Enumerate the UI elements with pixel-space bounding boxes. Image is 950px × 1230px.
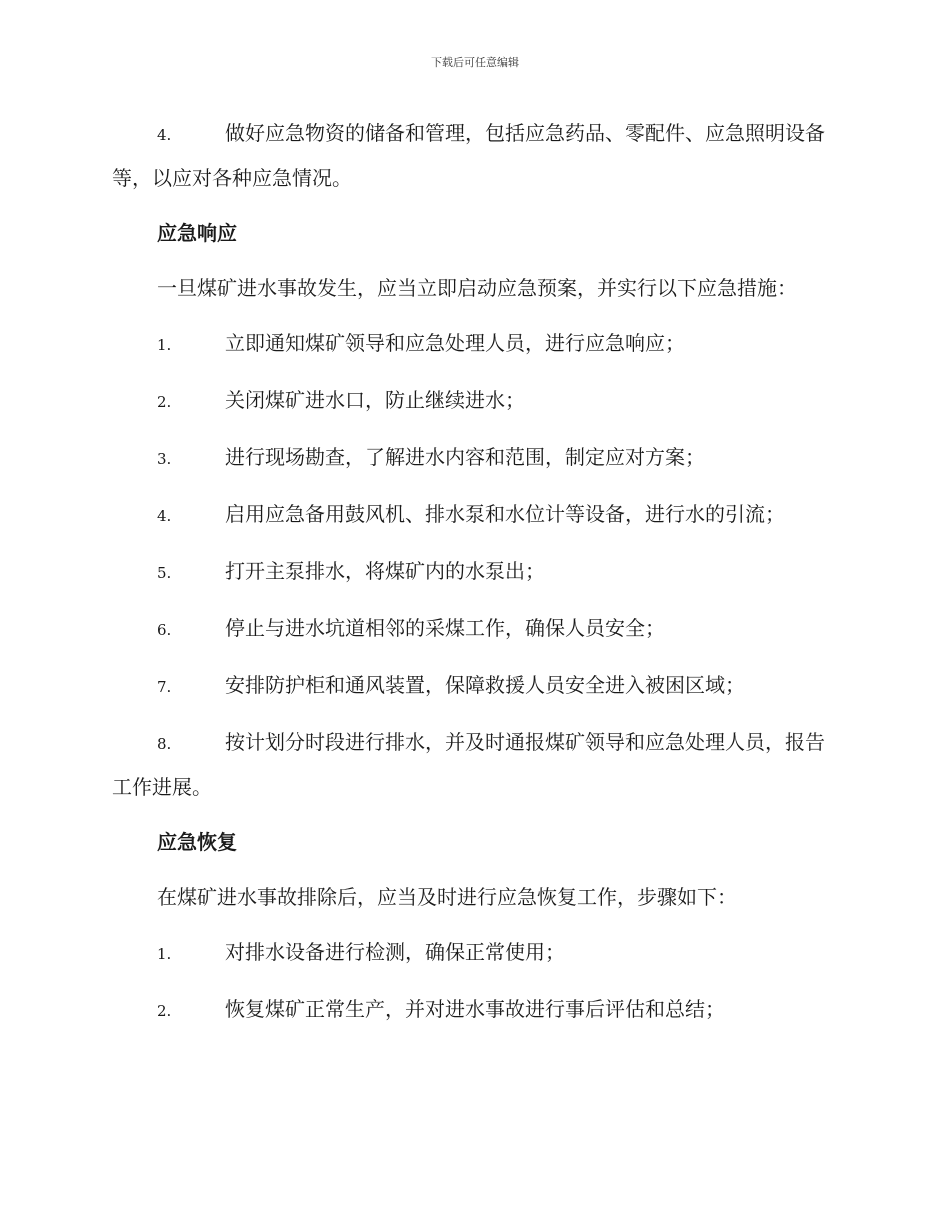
document-body xyxy=(112,112,834,1045)
section-heading: 应急恢复 xyxy=(157,830,237,854)
list-item xyxy=(112,607,834,652)
list-item xyxy=(112,436,834,481)
paragraph: 在煤矿进水事故排除后，应当及时进行应急恢复工作，步骤如下： xyxy=(157,885,737,909)
paragraph: 一旦煤矿进水事故发生，应当立即启动应急预案，并实行以下应急措施： xyxy=(157,276,797,300)
list-text: 做好应急物资的储备和管理，包括应急药品、零配件、应急照明设备等，以应对各种应急情况。 xyxy=(112,121,825,190)
list-text: 关闭煤矿进水口，防止继续进水； xyxy=(225,388,525,412)
list-number: 7. xyxy=(157,678,172,696)
list-text: 停止与进水坑道相邻的采煤工作，确保人员安全； xyxy=(225,616,665,640)
list-text: 进行现场勘查，了解进水内容和范围，制定应对方案； xyxy=(225,445,705,469)
list-text: 打开主泵排水，将煤矿内的水泵出； xyxy=(225,559,545,583)
list-item xyxy=(112,379,834,424)
list-number: 4. xyxy=(157,507,172,525)
list-item xyxy=(112,112,834,200)
list-number: 3. xyxy=(157,450,172,468)
list-text: 立即通知煤矿领导和应急处理人员，进行应急响应； xyxy=(225,331,685,355)
page-header: 下载后可任意编辑 xyxy=(431,56,519,69)
list-number: 2. xyxy=(157,393,172,411)
list-item xyxy=(112,664,834,709)
list-number: 1. xyxy=(157,336,172,354)
section-heading: 应急响应 xyxy=(157,221,237,245)
list-text: 启用应急备用鼓风机、排水泵和水位计等设备，进行水的引流； xyxy=(225,502,785,526)
list-number: 6. xyxy=(157,621,172,639)
list-number: 2. xyxy=(157,1002,172,1020)
list-item xyxy=(112,493,834,538)
list-number: 1. xyxy=(157,945,172,963)
list-text: 对排水设备进行检测，确保正常使用； xyxy=(225,940,565,964)
list-item xyxy=(112,322,834,367)
list-item xyxy=(112,721,834,809)
list-item xyxy=(112,988,834,1033)
list-item xyxy=(112,550,834,595)
list-number: 8. xyxy=(157,735,172,753)
list-number: 4. xyxy=(157,126,172,144)
list-text: 恢复煤矿正常生产，并对进水事故进行事后评估和总结； xyxy=(225,997,725,1021)
list-item xyxy=(112,931,834,976)
list-text: 按计划分时段进行排水，并及时通报煤矿领导和应急处理人员，报告工作进展。 xyxy=(112,730,825,799)
list-number: 5. xyxy=(157,564,172,582)
list-text: 安排防护柜和通风装置，保障救援人员安全进入被困区域； xyxy=(225,673,745,697)
